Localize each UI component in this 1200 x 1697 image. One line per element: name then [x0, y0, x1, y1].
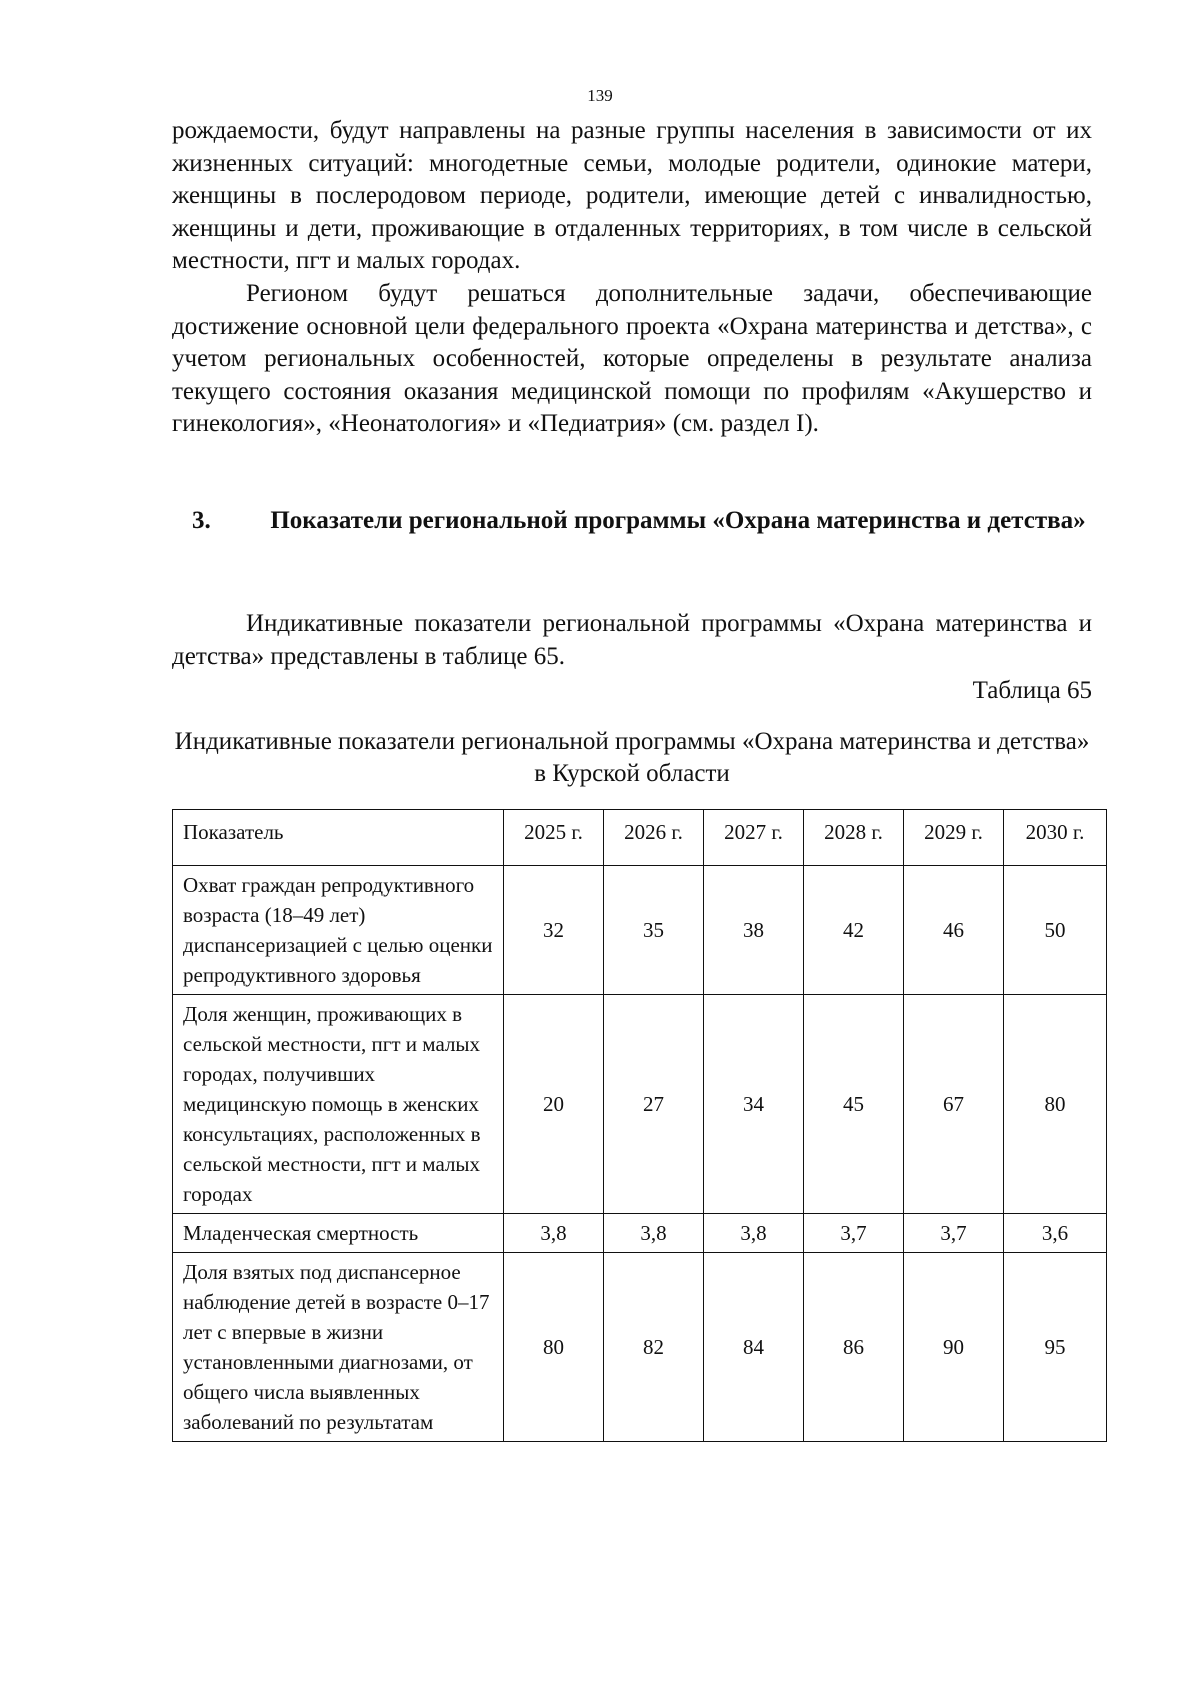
column-header-2029: 2029 г.: [904, 810, 1004, 866]
table-row: [173, 1253, 1107, 1442]
paragraph-regional-tasks: Регионом будут решаться дополнительные задачи, обеспечивающие достижение основной цели федерального проекта «Охрана материнства и детства», с учетом региональных особенностей, которые определены в результате анализа текущего состояния оказания медицинской помощи по профилям «Акушерство и гинекология», «Неонатология» и «Педиатрия» (см. раздел I).: [172, 280, 1092, 437]
row-label: Младенческая смертность: [173, 1214, 504, 1253]
indicators-table: [172, 809, 1107, 1442]
column-header-2026: 2026 г.: [604, 810, 704, 866]
table-cell: 34: [704, 995, 804, 1214]
row-label: Охват граждан репродуктивного возраста (18–49 лет) диспансеризацией с целью оценки репродуктивного здоровья: [173, 866, 504, 995]
row-label: Доля взятых под диспансерное наблюдение детей в возрасте 0–17 лет с впервые в жизни установленными диагнозами, от общего числа выявленных заболеваний по результатам: [173, 1253, 504, 1442]
table-cell: 67: [904, 995, 1004, 1214]
column-header-2027: 2027 г.: [704, 810, 804, 866]
table-cell: 27: [604, 995, 704, 1214]
table-cell: 80: [504, 1253, 604, 1442]
table-cell: 86: [804, 1253, 904, 1442]
page-number: 139: [587, 86, 613, 105]
section-title: Показатели региональной программы «Охрана материнства и детства»: [270, 507, 1086, 534]
table-cell: 80: [1004, 995, 1107, 1214]
table-cell: 3,7: [904, 1214, 1004, 1253]
table-cell: 84: [704, 1253, 804, 1442]
paragraph-continuation: рождаемости, будут направлены на разные группы населения в зависимости от их жизненных ситуаций: многодетные семьи, молодые родители, одинокие матери, женщины в послеродовом периоде, родители, имеющие детей с инвалидностью, женщины и дети, проживающие в отдаленных территориях, в том числе в сельской местности, пгт и малых городах.: [172, 117, 1092, 274]
table-cell: 3,8: [704, 1214, 804, 1253]
table-cell: 45: [804, 995, 904, 1214]
paragraph-table-intro: Индикативные показатели региональной программы «Охрана материнства и детства» представлены в таблице 65.: [172, 610, 1092, 670]
section-heading: [172, 505, 1092, 537]
column-header-2028: 2028 г.: [804, 810, 904, 866]
row-label: Доля женщин, проживающих в сельской местности, пгт и малых городах, получивших медицинскую помощь в женских консультациях, расположенных в сельской местности, пгт и малых городах: [173, 995, 504, 1214]
table-cell: 3,8: [604, 1214, 704, 1253]
table-row: [173, 1214, 1107, 1253]
column-header-2025: 2025 г.: [504, 810, 604, 866]
table-cell: 35: [604, 866, 704, 995]
table-cell: 42: [804, 866, 904, 995]
column-header-2030: 2030 г.: [1004, 810, 1107, 866]
table-reference: Таблица 65: [972, 677, 1092, 704]
table-cell: 3,7: [804, 1214, 904, 1253]
table-caption: Индикативные показатели региональной программы «Охрана материнства и детства» в Курской области: [174, 728, 1090, 787]
table-row: [173, 995, 1107, 1214]
table-cell: 3,8: [504, 1214, 604, 1253]
section-number: 3.: [192, 507, 211, 534]
table-cell: 20: [504, 995, 604, 1214]
table-row: [173, 866, 1107, 995]
table-cell: 50: [1004, 866, 1107, 995]
table-header-row: [173, 810, 1107, 866]
table-cell: 82: [604, 1253, 704, 1442]
column-header-indicator: Показатель: [173, 810, 504, 866]
table-cell: 95: [1004, 1253, 1107, 1442]
table-cell: 38: [704, 866, 804, 995]
table-cell: 46: [904, 866, 1004, 995]
table-cell: 3,6: [1004, 1214, 1107, 1253]
table-cell: 90: [904, 1253, 1004, 1442]
table-cell: 32: [504, 866, 604, 995]
